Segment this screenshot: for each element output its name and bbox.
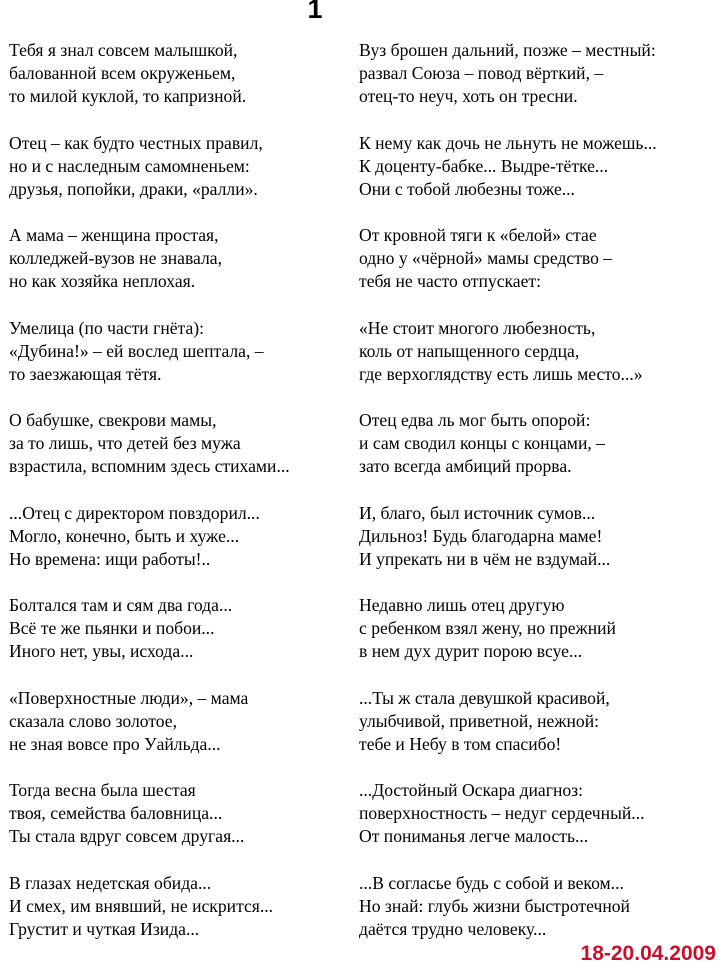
stanza: [9, 594, 354, 687]
poem-column-right: [359, 39, 717, 964]
page-number: 1: [307, 0, 323, 24]
stanza: [359, 502, 717, 595]
verse-line: От пониманья легче малость...: [359, 826, 589, 846]
stanza: [359, 132, 717, 225]
verse-line: В глазах недетская обида...: [9, 872, 212, 893]
verse-line: К доценту-бабке... Выдре-тётке...: [359, 155, 609, 176]
verse-line: Тогда весна была шестая: [9, 780, 196, 800]
stanza: [9, 872, 354, 965]
stanza: [9, 132, 354, 225]
verse-line: зато всегда амбиций прорва.: [359, 456, 572, 476]
stanza: [359, 779, 717, 872]
verse-line: И упрекать ни в чём не вздумай...: [359, 548, 611, 569]
verse-line: Могло, конечно, быть и хуже...: [9, 525, 240, 546]
stanza: [9, 779, 354, 872]
verse-line: От кровной тяги к «белой» стае: [359, 225, 597, 245]
stanza: [359, 224, 717, 317]
stanza: [9, 409, 354, 502]
verse-line: «Дубина!» – ей вослед шептала, –: [9, 340, 264, 361]
verse-line: Дильноз! Будь благодарна маме!: [359, 525, 603, 546]
poem-column-left: [9, 39, 354, 964]
verse-line: тебя не часто отпускает:: [359, 271, 541, 291]
verse-line: балованной всем окруженьем,: [9, 63, 236, 83]
verse-line: и сам сводил концы с концами, –: [359, 433, 605, 453]
stanza: [9, 687, 354, 780]
verse-line: взрастила, вспомним здесь стихами...: [9, 456, 290, 476]
verse-line: улыбчивой, приветной, нежной:: [359, 710, 600, 731]
verse-line: Но времена: ищи работы!..: [9, 548, 211, 569]
verse-line: Но знай: глубь жизни быстротечной: [359, 895, 630, 916]
verse-line: колледжей-вузов не знавала,: [9, 248, 222, 268]
verse-line: поверхностность – недуг сердечный...: [359, 803, 645, 823]
verse-line: за то лишь, что детей без мужа: [9, 433, 241, 453]
verse-line: Иного нет, увы, исхода...: [9, 641, 194, 661]
verse-line: «Поверхностные люди», – мама: [9, 687, 249, 708]
verse-line: И, благо, был источник сумов...: [359, 502, 596, 523]
verse-line: ...В согласье будь с собой и веком...: [359, 872, 624, 893]
verse-line: твоя, семейства баловница...: [9, 803, 223, 823]
verse-line: Они с тобой любезны тоже...: [359, 178, 575, 199]
verse-line: Тебя я знал совсем малышкой,: [9, 40, 238, 60]
verse-line: то милой куклой, то капризной.: [9, 86, 247, 106]
verse-line: ...Ты ж стала девушкой красивой,: [359, 687, 610, 708]
verse-line: даётся трудно человеку...: [359, 918, 547, 939]
verse-line: И смех, им внявший, не искрится...: [9, 895, 274, 916]
stanza: [9, 502, 354, 595]
verse-line: друзья, попойки, драки, «ралли».: [9, 178, 258, 199]
verse-line: не зная вовсе про Уайльда...: [9, 733, 221, 754]
stanza: [9, 317, 354, 410]
verse-line: Вуз брошен дальний, позже – местный:: [359, 40, 656, 60]
verse-line: А мама – женщина простая,: [9, 225, 219, 245]
stanza: [359, 39, 717, 132]
stanza: [9, 224, 354, 317]
stanza: [359, 687, 717, 780]
verse-line: О бабушке, свекрови мамы,: [9, 410, 217, 430]
verse-line: Болтался там и сям два года...: [9, 595, 233, 615]
stanza: [359, 594, 717, 687]
verse-line: Отец – как будто честных правил,: [9, 132, 263, 153]
verse-line: развал Союза – повод вёрткий, –: [359, 63, 604, 83]
verse-line: Грустит и чуткая Изида...: [9, 918, 200, 939]
verse-line: Отец едва ль мог быть опорой:: [359, 410, 591, 430]
verse-line: Ты стала вдруг совсем другая...: [9, 826, 245, 846]
date-stamp: 18-20.04.2009: [580, 942, 716, 965]
verse-line: Всё те же пьянки и побои...: [9, 618, 215, 638]
stanza: [359, 317, 717, 410]
verse-line: коль от напыщенного сердца,: [359, 340, 580, 361]
verse-line: Умелица (по части гнёта):: [9, 317, 205, 338]
verse-line: но как хозяйка неплохая.: [9, 271, 196, 291]
verse-line: отец-то неуч, хоть он тресни.: [359, 86, 578, 106]
verse-line: ...Отец с директором повздорил...: [9, 502, 260, 523]
verse-line: но и с наследным самомненьем:: [9, 155, 250, 176]
verse-line: одно у «чёрной» мамы средство –: [359, 248, 613, 268]
verse-line: «Не стоит многого любезность,: [359, 317, 596, 338]
verse-line: Недавно лишь отец другую: [359, 595, 565, 615]
verse-line: ...Достойный Оскара диагноз:: [359, 780, 584, 800]
stanza: [359, 409, 717, 502]
verse-line: тебе и Небу в том спасибо!: [359, 733, 562, 754]
verse-line: где верхоглядству есть лишь место...»: [359, 363, 643, 384]
verse-line: К нему как дочь не льнуть не можешь...: [359, 132, 657, 153]
verse-line: сказала слово золотое,: [9, 710, 177, 731]
verse-line: в нем дух дурит порою всуе...: [359, 641, 583, 661]
verse-line: то заезжающая тётя.: [9, 363, 162, 384]
stanza: [9, 39, 354, 132]
verse-line: с ребенком взял жену, но прежний: [359, 618, 616, 638]
